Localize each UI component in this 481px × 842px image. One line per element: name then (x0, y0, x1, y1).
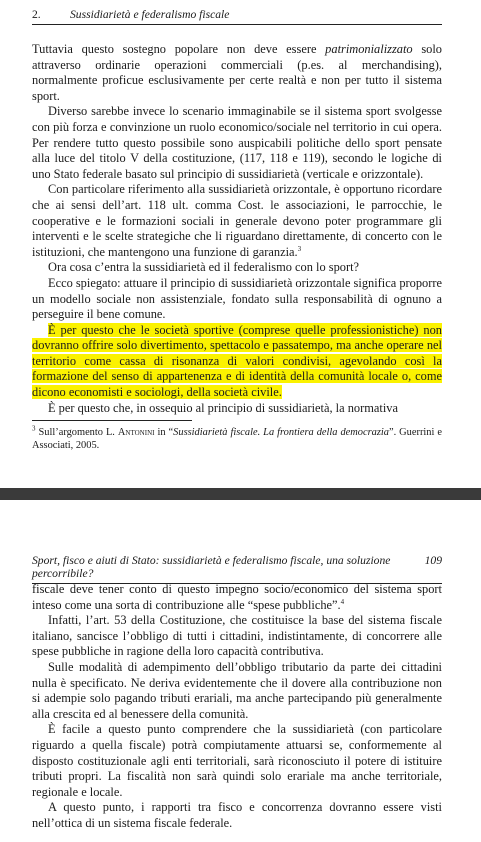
footnote-rule (32, 420, 192, 421)
paragraph: A questo punto, i rapporti tra fisco e concorrenza dovranno essere visti nell’ottica di un sistema fiscale federale. (32, 800, 442, 830)
paragraph: È per questo che, in ossequio al principio di sussidiarietà, la normativa (48, 400, 398, 415)
paragraph: Con particolare riferimento alla sussidiarietà orizzontale, è opportuno ricordare che ai sensi dell’art. 118 ult. comma Cost. le associazioni, le parrocchie, le cooperative e le formazioni sociali in generale devono poter programmare gli interventi e le scelte strategiche che li riguardano direttamente, di concerto con le istituzioni, che mantengono una funzione di garanzia.$^3$ (32, 182, 442, 259)
chapter-header (32, 8, 442, 25)
paragraph: Ecco spiegato: attuare il principio di sussidiarietà orizzontale significa proporre un modello sociale non assistenziale, fondato sulla responsabilità di ognuno a perseguire il bene comune. (32, 275, 442, 322)
paragraph: Tuttavia questo sostegno popolare non deve essere patrimonializzato solo attraverso ordinarie operazioni commerciali (p.es. al merchandising), normalmente proficue esclusivamente per certe realtà e non per tutto il sistema sport. (32, 42, 442, 103)
paragraph: Diverso sarebbe invece lo scenario immaginabile se il sistema sport svolgesse con più forza e convinzione un ruolo economico/sociale nel territorio in cui opera. Per rendere tutto questo possibile sono auspicabili politiche dello sport pensate alla luce del titolo V della costituzione, (117, 118 e 119), secondo le logiche di uno Stato federale basato sul principio di sussidiarietà (verticale e orizzontale). (32, 104, 442, 181)
paragraph: fiscale deve tener conto di questo impegno socio/economico del sistema sport inteso come una sorta di contribuzione alle “spese pubbliche”.$^4$ (32, 582, 442, 612)
page-2 (0, 500, 481, 842)
highlight: È per questo che le società sportive (comprese quelle professionistiche) non dovranno offrire solo divertimento, spettacolo e passatempo, ma anche operare nel territorio come cassa di risonanza di valori condivisi, agevolando così la formazione del senso di appartenenza e di identità della comunità locale o, come dicono economisti e sociologi, della società civile. (32, 322, 442, 400)
footnote-ref: 3 (297, 244, 302, 253)
page-number: 109 (424, 554, 442, 567)
paragraph: Infatti, l’art. 53 della Costituzione, che costituisce la base del sistema fiscale italiano, sancisce l’obbligo di tutti i cittadini, indistintamente, di concorrere alle spese pubbliche in ragione della loro capacità contributiva. (32, 613, 442, 659)
paragraph: Ora cosa c’entra la sussidiarietà ed il federalismo con lo sport? (48, 260, 360, 275)
running-header (32, 554, 442, 584)
page-divider (0, 488, 481, 500)
emphasis: patrimonializzato (325, 42, 413, 56)
book-title: Sussidiarietà fiscale. La frontiera della democrazia (173, 427, 389, 438)
page-2-body (32, 582, 442, 832)
chapter-title: Sussidiarietà e federalismo fiscale (70, 8, 230, 21)
footnote: $^3$ Sull’argomento L. Antonini in “Sussidiarietà fiscale. La frontiera della democrazia”. Guerrini e Associati, 2005. (32, 424, 442, 451)
running-title: Sport, fisco e aiuti di Stato: sussidiarietà e federalismo fiscale, una soluzione percorribile? (32, 554, 391, 580)
paragraph: Sulle modalità di adempimento dell’obbligo tributario da parte dei cittadini nulla è specificato. Ne deriva evidentemente che il dovere alla contribuzione non si adempie solo pagando tributi erariali, ma anche partecipando più generalmente alla crescita ed al benessere della comunità. (32, 659, 442, 721)
page-1-body (32, 42, 442, 416)
chapter-number: 2. (32, 8, 41, 21)
paragraph-highlighted (32, 323, 442, 401)
footnote-ref: 4 (340, 597, 345, 606)
author-name: Antonini (117, 427, 155, 438)
paragraph: È facile a questo punto comprendere che la sussidiarietà (con particolare riguardo a quella fiscale) potrà compiutamente attuarsi se, conformemente al disposto costituzionale agli enti territoriali, sarà riconosciuto il potere di istituire tributi propri. La fiscalità non sarà quindi solo erariale ma anche territoriale, regionale e locale. (32, 722, 442, 799)
